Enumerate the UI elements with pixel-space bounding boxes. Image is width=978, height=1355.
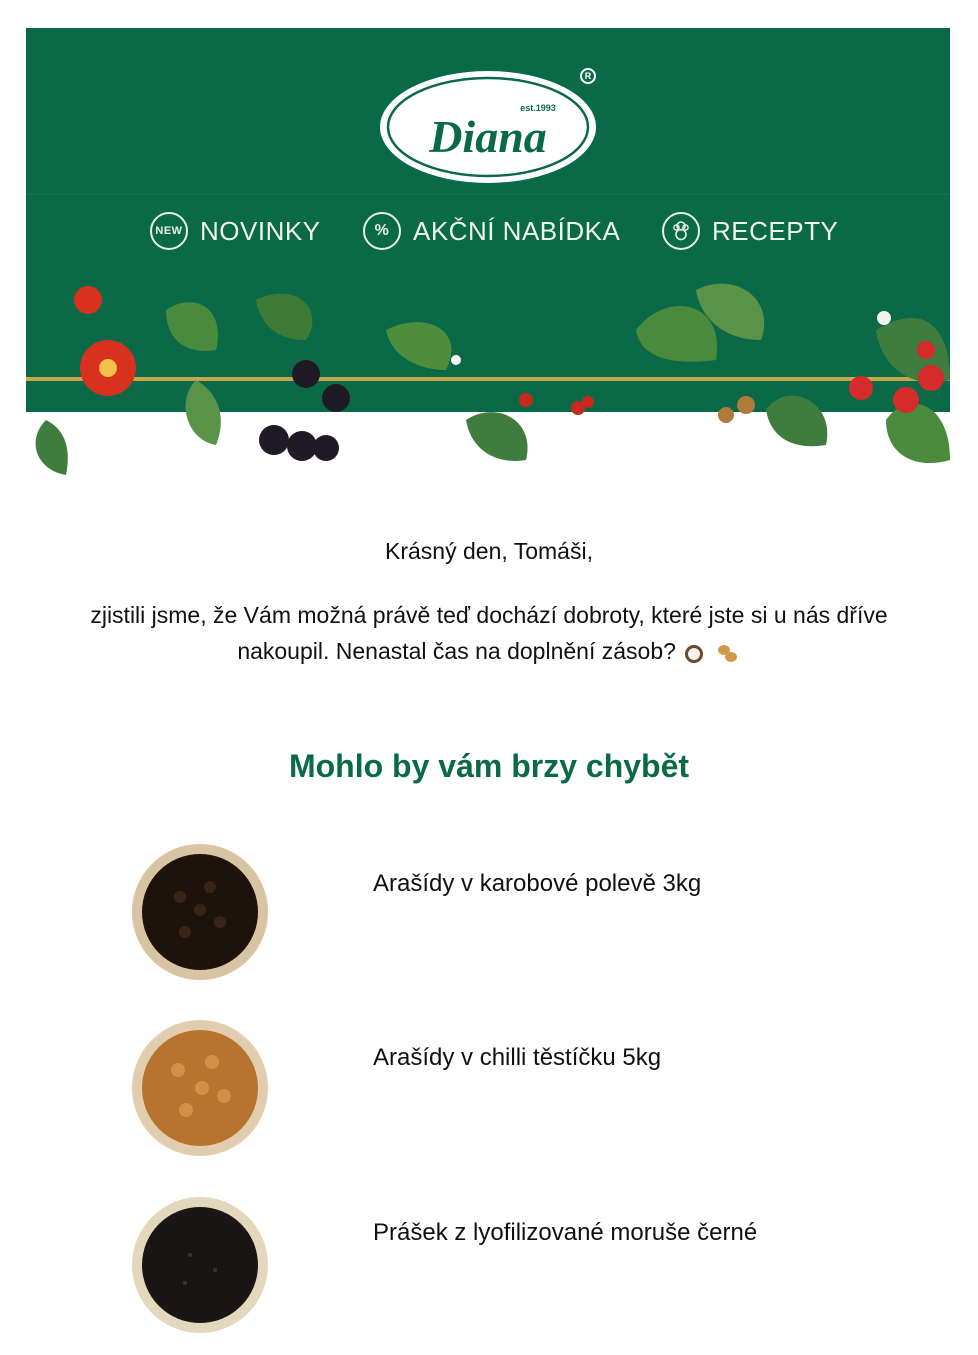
logo-wordmark: Diana: [429, 111, 547, 162]
product-item[interactable]: [0, 842, 978, 992]
nav-item-recepty[interactable]: [662, 211, 838, 251]
intro-text: zjistili jsme, že Vám možná právě teď dochází dobroty, které jste si u nás dříve nakoupil. Nenastal čas na doplnění zásob?: [90, 602, 888, 664]
botanical-illustration: [26, 270, 950, 490]
registered-mark: R: [580, 68, 596, 84]
nav-label-novinky: NOVINKY: [200, 215, 321, 246]
nav-label-recepty: RECEPTY: [712, 215, 839, 246]
bowl-mulberry-powder-icon: [130, 1195, 270, 1335]
bowl-chilli-peanuts-icon: [130, 1018, 270, 1158]
new-badge-icon: NEW: [150, 212, 188, 250]
product-name[interactable]: Prášek z lyofilizované moruše černé: [373, 1219, 758, 1246]
greeting-text: Krásný den, Tomáši,: [385, 538, 593, 564]
percent-icon: %: [363, 212, 401, 250]
main-nav: [26, 194, 950, 276]
product-name[interactable]: Arašídy v chilli těstíčku 5kg: [373, 1044, 662, 1071]
nav-label-akcni-nabidka: AKČNÍ NABÍDKA: [413, 215, 621, 246]
product-item[interactable]: [0, 1195, 978, 1345]
logo-row: [26, 28, 950, 194]
product-name[interactable]: Arašídy v karobové polevě 3kg: [373, 870, 702, 897]
intro-paragraph: [50, 597, 928, 669]
coconut-icon: [682, 642, 708, 664]
chef-icon-glyph: [670, 220, 692, 242]
chef-icon: [662, 212, 700, 250]
nav-item-novinky[interactable]: [150, 211, 321, 251]
bowl-carob-peanuts-icon: [130, 842, 270, 982]
diana-logo[interactable]: [378, 68, 600, 186]
logo-tagline: est.1993: [520, 103, 556, 113]
section-title: Mohlo by vám brzy chybět: [288, 748, 690, 784]
product-item[interactable]: [0, 1018, 978, 1168]
nav-item-akcni-nabidka[interactable]: [363, 211, 620, 251]
peanut-icon: [715, 642, 741, 664]
